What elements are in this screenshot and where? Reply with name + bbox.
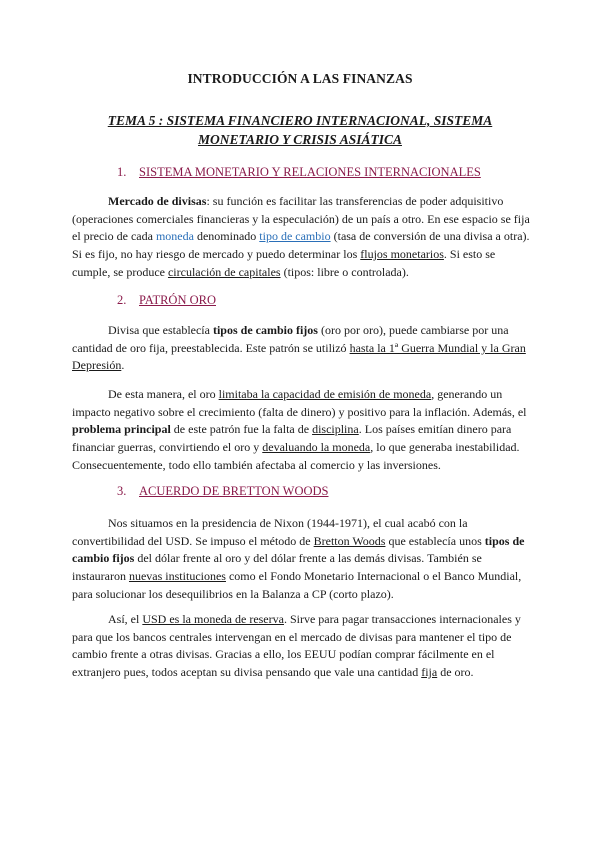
text-span: . <box>121 358 125 373</box>
underline-bretton-woods: Bretton Woods <box>313 533 386 548</box>
text-span: que establecía unos <box>385 533 485 548</box>
section-2-number: 2. <box>117 293 127 307</box>
text-span: denominado <box>193 229 260 244</box>
text-span: como el Fondo Monetario Internacional o el Banco Mundial, para solucionar los desequilibrios en la Balanza a CP (corto plazo). <box>72 569 522 601</box>
section-1-number: 1. <box>117 165 127 179</box>
text-span: (oro por oro), puede cambiarse por una cantidad de oro fija, preestablecida. Este patrón se utilizó <box>72 323 509 355</box>
section-3-number: 3. <box>117 484 127 498</box>
section-2-paragraph-1 <box>72 322 530 375</box>
text-span: . Los países emitían dinero para financiar guerras, convirtiendo el oro y <box>72 422 512 455</box>
text-span: Así, el <box>108 612 143 626</box>
document-title: INTRODUCCIÓN A LAS FINANZAS <box>187 71 413 86</box>
underline-flujos-monetarios: flujos monetarios <box>360 247 444 262</box>
subtitle-line-1: TEMA 5 : SISTEMA FINANCIERO INTERNACIONAL, SISTEMA <box>107 113 493 128</box>
text-span: (tipos: libre o controlada). <box>280 264 409 279</box>
text-span: de este patrón fue la falta de <box>170 422 313 437</box>
underline-disciplina: disciplina <box>312 422 359 437</box>
text-span: Nos situamos en la presidencia de Nixon (1944-1971), el cual acabó con la convertibilidad del USD. Se impuso el método de <box>72 516 468 548</box>
section-1-paragraph-1 <box>72 193 530 282</box>
term-mercado-de-divisas: Mercado de divisas <box>108 194 207 208</box>
text-span: : su función es facilitar las transferencias de poder adquisitivo (operaciones comerciales financieras y la especulación) de un país a otro. En ese espacio se fija el precio de cada <box>72 194 530 244</box>
text-span: Divisa que establecía <box>108 323 213 337</box>
underline-usd-moneda-reserva: USD es la moneda de reserva <box>142 612 284 626</box>
text-span: (tasa de conversión de una divisa a otra). Si es fijo, no hay riesgo de mercado y puedo determinar los <box>72 229 530 262</box>
term-tipos-cambio-fijos: tipos de cambio fijos <box>212 323 318 337</box>
document-subtitle <box>60 111 540 149</box>
term-tipos-cambio-fijos-dolar: tipos de cambio fijos <box>72 533 525 566</box>
link-tipo-de-cambio[interactable]: tipo de cambio <box>259 229 331 244</box>
text-span: , generando un impacto negativo sobre el crecimiento (falta de dinero) y positivo para la inflación. Además, el <box>72 387 527 419</box>
underline-guerra-mundial: hasta la 1ª Guerra Mundial y la Gran Depresión <box>72 340 526 373</box>
text-span: . Si esto se cumple, se produce <box>72 247 496 279</box>
text-span: de oro. <box>437 665 474 680</box>
underline-limitaba-emision: limitaba la capacidad de emisión de moneda <box>218 387 432 401</box>
underline-nuevas-instituciones: nuevas instituciones <box>128 569 226 584</box>
section-2-paragraph-2 <box>72 386 530 475</box>
section-3-paragraph-1 <box>72 515 530 604</box>
subtitle-line-2: MONETARIO Y CRISIS ASIÁTICA <box>198 132 402 147</box>
underline-devaluando-moneda: devaluando la moneda <box>262 440 371 455</box>
text-span: , lo que generaba inestabilidad. Consecuentemente, todo ello también afectaba al comercio y las inversiones. <box>72 440 520 472</box>
text-span: del dólar frente al oro y del dólar frente a las demás divisas. También se instauraron <box>72 551 482 584</box>
term-problema-principal: problema principal <box>72 422 171 437</box>
link-moneda[interactable]: moneda <box>155 229 194 244</box>
section-3-paragraph-2 <box>72 611 530 682</box>
underline-circulacion-capitales: circulación de capitales <box>167 264 281 279</box>
section-3-title: ACUERDO DE BRETTON WOODS <box>139 484 329 498</box>
section-1-title: SISTEMA MONETARIO Y RELACIONES INTERNACIONALES <box>139 165 481 179</box>
text-span: . Sirve para pagar transacciones internacionales y para que los bancos centrales intervengan en el mercado de divisas para mantener el tipo de cambio frente a otras divisas. Gracias a ello, los EEUU podían comprar fácilmente en el extranjero pues, todos aceptan su divisa pensando que vale una cantidad <box>72 612 521 680</box>
underline-fija: fija <box>421 665 438 680</box>
text-span: De esta manera, el oro <box>108 387 219 401</box>
section-2-title: PATRÓN ORO <box>139 293 216 307</box>
